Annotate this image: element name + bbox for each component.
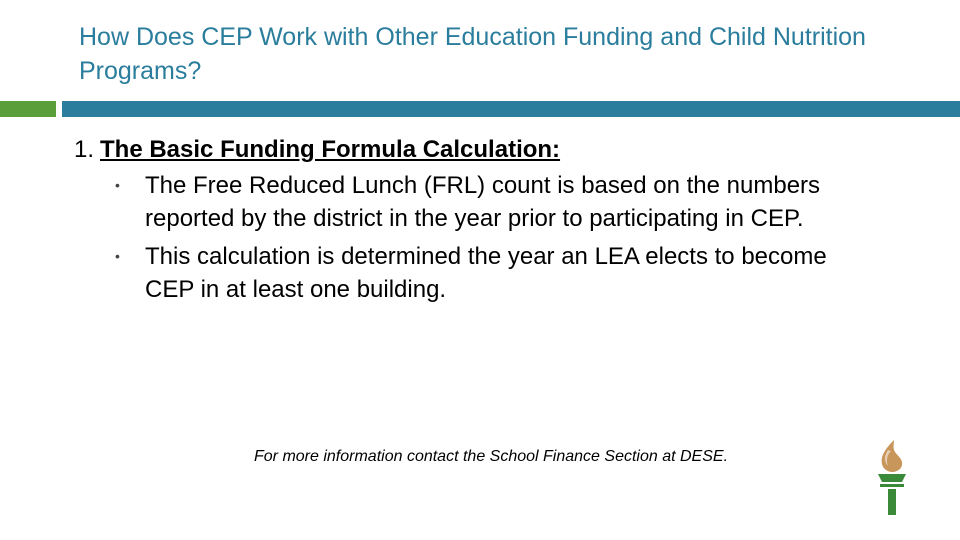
list-item [74,169,874,235]
divider-bar-teal [62,101,960,117]
bullet-text: The Free Reduced Lunch (FRL) count is based on the numbers reported by the district in the year prior to participating in CEP. [145,172,821,232]
section-heading [74,133,874,167]
list-item [74,240,874,306]
bullet-list [74,169,874,306]
bullet-text: This calculation is determined the year an LEA elects to become CEP in at least one building. [145,243,827,303]
slide-content [74,133,874,311]
section-number: 1. [74,136,95,163]
section-heading-text: The Basic Funding Formula Calculation: [100,136,561,163]
bullet-dot-icon: • [115,248,120,264]
footnote: For more information contact the School Finance Section at DESE. [254,448,729,465]
divider-bar-green [0,101,56,117]
torch-flame-icon [872,438,912,518]
slide-title: How Does CEP Work with Other Education Funding and Child Nutrition Programs? [79,23,866,85]
bullet-dot-icon: • [115,177,120,193]
